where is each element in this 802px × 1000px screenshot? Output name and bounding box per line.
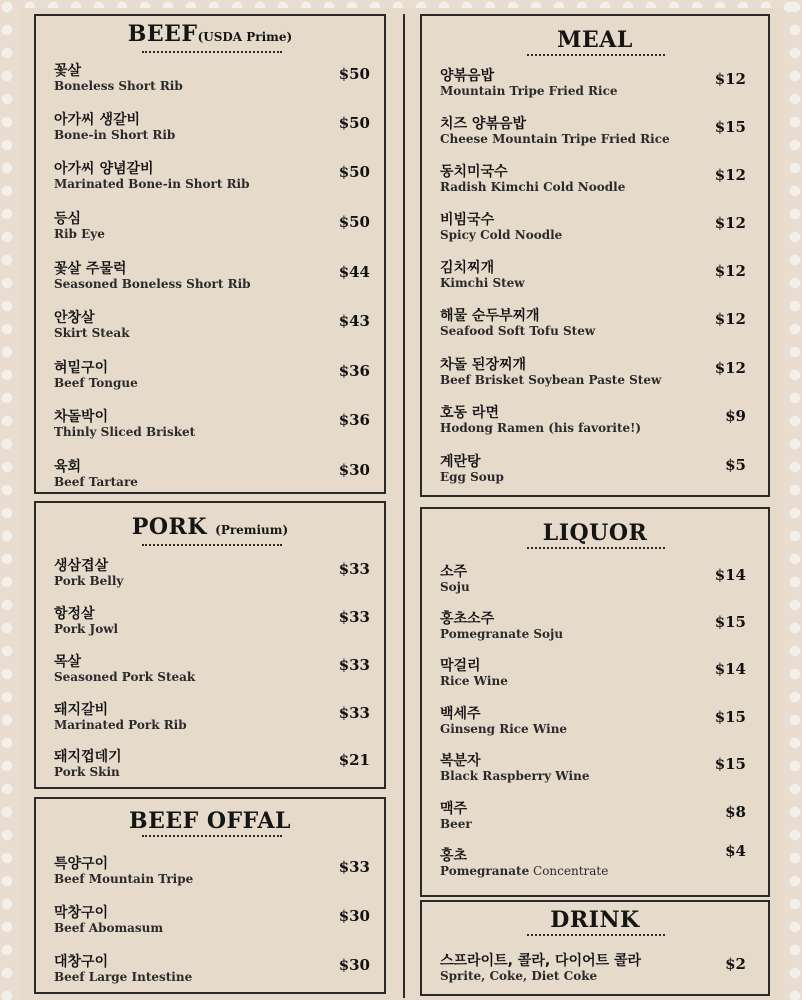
- item-korean-name: 홍초소주: [440, 611, 495, 627]
- menu-item: [54, 261, 370, 291]
- menu-item: [54, 409, 370, 439]
- pork-title: [36, 515, 384, 542]
- menu-item: [54, 606, 370, 636]
- item-price: $15: [714, 118, 746, 136]
- offal-section: [34, 797, 386, 994]
- item-english-name: Beef Brisket Soybean Paste Stew: [440, 373, 662, 387]
- meal-dots: [527, 54, 665, 56]
- menu-item: [440, 801, 746, 831]
- item-english-name-light: Concentrate: [529, 864, 609, 878]
- item-english-name: [440, 864, 746, 878]
- menu-item: [440, 658, 746, 688]
- item-korean-name: 비빔국수: [440, 212, 495, 228]
- drink-section: [420, 900, 770, 996]
- item-korean-name: 홍초: [440, 848, 468, 864]
- item-price: $50: [338, 163, 370, 181]
- item-english-name: Pork Belly: [54, 574, 124, 588]
- item-english-name: Beef Mountain Tripe: [54, 872, 194, 886]
- item-korean-name: 백세주: [440, 706, 481, 722]
- drink-title: [422, 908, 768, 932]
- item-price: $36: [338, 411, 370, 429]
- item-price: $12: [714, 70, 746, 88]
- menu-item: [440, 405, 746, 435]
- item-korean-name: 육회: [54, 459, 82, 475]
- beef-dots: [142, 51, 282, 53]
- item-korean-name: 치즈 양볶음밥: [440, 116, 527, 132]
- item-korean-name: 동치미국수: [440, 164, 508, 180]
- item-price: $30: [338, 461, 370, 479]
- item-price: $33: [338, 608, 370, 626]
- item-price: $2: [725, 955, 746, 973]
- item-english-name: Beef Tartare: [54, 475, 138, 489]
- item-price: $12: [714, 166, 746, 184]
- item-english-name: Rice Wine: [440, 674, 508, 688]
- liquor-dots: [527, 547, 665, 549]
- item-price: $12: [714, 310, 746, 328]
- menu-item: [54, 459, 370, 489]
- item-korean-name: 계란탕: [440, 454, 481, 470]
- item-price: $14: [714, 660, 746, 678]
- item-price: $44: [338, 263, 370, 281]
- menu-item: [54, 654, 370, 684]
- menu-item: [440, 212, 746, 242]
- menu-item: [440, 753, 746, 783]
- menu-item: [440, 454, 746, 484]
- item-korean-name: 돼지껍데기: [54, 749, 122, 765]
- item-english-name: Beef Large Intestine: [54, 970, 193, 984]
- menu-item: [54, 905, 370, 935]
- item-price: $4: [725, 842, 746, 860]
- menu-item: [440, 164, 746, 194]
- item-korean-name: 맥주: [440, 801, 468, 817]
- item-english-name: Thinly Sliced Brisket: [54, 425, 196, 439]
- menu-item: [54, 63, 370, 93]
- item-english-name: Beef Tongue: [54, 376, 138, 390]
- item-price: $14: [714, 566, 746, 584]
- item-korean-name: 막창구이: [54, 905, 109, 921]
- offal-heading: BEEF OFFAL: [128, 808, 292, 834]
- item-english-name: Sprite, Coke, Diet Coke: [440, 969, 598, 983]
- beef-section: [34, 14, 386, 494]
- item-korean-name: 막걸리: [440, 658, 481, 674]
- item-price: $33: [338, 656, 370, 674]
- menu-item: [440, 953, 746, 983]
- menu-item: [54, 211, 370, 241]
- menu-item: [440, 68, 746, 98]
- item-korean-name: 아가씨 생갈비: [54, 112, 141, 128]
- liquor-title: [422, 521, 768, 545]
- menu-item: [440, 842, 746, 878]
- item-english-name: Boneless Short Rib: [54, 79, 183, 93]
- drink-heading: DRINK: [550, 907, 640, 933]
- item-korean-name: 돼지갈비: [54, 702, 109, 718]
- menu-item: [440, 308, 746, 338]
- menu-item: [54, 558, 370, 588]
- item-korean-name: 아가씨 양념갈비: [54, 161, 154, 177]
- menu-item: [54, 112, 370, 142]
- item-english-name: Egg Soup: [440, 470, 504, 484]
- item-english-name: Pork Skin: [54, 765, 120, 779]
- item-english-name: Pomegranate Soju: [440, 627, 564, 641]
- menu-item: [440, 706, 746, 736]
- item-english-name: Radish Kimchi Cold Noodle: [440, 180, 626, 194]
- item-korean-name: 목살: [54, 654, 82, 670]
- item-price: $36: [338, 362, 370, 380]
- meal-section: [420, 14, 770, 497]
- item-english-name: Seasoned Pork Steak: [54, 670, 196, 684]
- pork-subheading: (Premium): [215, 523, 289, 537]
- item-korean-name: 김치찌개: [440, 260, 495, 276]
- item-price: $50: [338, 114, 370, 132]
- beef-subheading: (USDA Prime): [197, 30, 293, 44]
- item-price: $15: [714, 708, 746, 726]
- meal-heading: MEAL: [557, 27, 633, 53]
- item-english-name: Mountain Tripe Fried Rice: [440, 84, 618, 98]
- item-price: $12: [714, 359, 746, 377]
- item-korean-name: 양볶음밥: [440, 68, 495, 84]
- item-price: $50: [338, 213, 370, 231]
- menu-item: [440, 260, 746, 290]
- item-korean-name: 혀밑구이: [54, 360, 109, 376]
- item-english-name: Skirt Steak: [54, 326, 130, 340]
- item-english-name: Soju: [440, 580, 470, 594]
- item-price: $43: [338, 312, 370, 330]
- item-english-name: Seafood Soft Tofu Stew: [440, 324, 596, 338]
- menu-item: [440, 611, 746, 641]
- menu-item: [440, 564, 746, 594]
- item-korean-name: 꽃살 주물럭: [54, 261, 127, 277]
- menu-item: [440, 116, 746, 146]
- liquor-heading: LIQUOR: [542, 520, 648, 546]
- item-english-name-bold: Pomegranate: [440, 864, 530, 878]
- beef-title: [36, 22, 384, 49]
- item-korean-name: 생삼겹살: [54, 558, 109, 574]
- item-english-name: Cheese Mountain Tripe Fried Rice: [440, 132, 670, 146]
- menu-item: [54, 749, 370, 779]
- item-korean-name: 복분자: [440, 753, 481, 769]
- item-korean-name: 등심: [54, 211, 82, 227]
- pork-dots: [142, 544, 282, 546]
- item-korean-name: 스프라이트, 콜라, 다이어트 콜라: [440, 953, 642, 969]
- item-english-name: Seasoned Boneless Short Rib: [54, 277, 251, 291]
- item-english-name: Marinated Bone-in Short Rib: [54, 177, 250, 191]
- item-korean-name: 꽃살: [54, 63, 82, 79]
- item-english-name: Beer: [440, 817, 472, 831]
- item-price: $15: [714, 613, 746, 631]
- item-price: $12: [714, 262, 746, 280]
- item-english-name: Spicy Cold Noodle: [440, 228, 563, 242]
- item-english-name: Rib Eye: [54, 227, 105, 241]
- item-price: $21: [338, 751, 370, 769]
- menu-item: [54, 702, 370, 732]
- item-english-name: Bone-in Short Rib: [54, 128, 176, 142]
- column-divider: [403, 14, 405, 998]
- menu-item: [54, 310, 370, 340]
- item-price: $50: [338, 65, 370, 83]
- liquor-section: [420, 507, 770, 897]
- item-english-name: Ginseng Rice Wine: [440, 722, 568, 736]
- item-korean-name: 호동 라면: [440, 405, 499, 421]
- menu-item: [54, 161, 370, 191]
- offal-dots: [142, 835, 282, 837]
- item-price: $9: [725, 407, 746, 425]
- item-price: $33: [338, 560, 370, 578]
- item-price: $30: [338, 956, 370, 974]
- item-korean-name: 해물 순두부찌개: [440, 308, 540, 324]
- item-korean-name: 항정살: [54, 606, 95, 622]
- item-price: $5: [725, 456, 746, 474]
- item-english-name: Beef Abomasum: [54, 921, 164, 935]
- menu-item: [440, 357, 746, 387]
- item-price: $8: [725, 803, 746, 821]
- item-korean-name: 차돌박이: [54, 409, 109, 425]
- menu-item: [54, 954, 370, 984]
- item-korean-name: 안창살: [54, 310, 95, 326]
- item-price: $15: [714, 755, 746, 773]
- pork-section: [34, 501, 386, 789]
- menu-item: [54, 856, 370, 886]
- beef-heading: BEEF: [127, 21, 198, 47]
- item-korean-name: 차돌 된장찌개: [440, 357, 527, 373]
- item-english-name: Hodong Ramen (his favorite!): [440, 421, 642, 435]
- item-price: $12: [714, 214, 746, 232]
- menu-item: [54, 360, 370, 390]
- item-price: $33: [338, 858, 370, 876]
- item-korean-name: 대창구이: [54, 954, 109, 970]
- item-price: $30: [338, 907, 370, 925]
- item-english-name: Pork Jowl: [54, 622, 119, 636]
- item-english-name: Kimchi Stew: [440, 276, 525, 290]
- item-english-name: Black Raspberry Wine: [440, 769, 590, 783]
- item-price: $33: [338, 704, 370, 722]
- item-english-name: Marinated Pork Rib: [54, 718, 187, 732]
- item-korean-name: 특양구이: [54, 856, 109, 872]
- meal-title: [422, 28, 768, 52]
- offal-title: [36, 809, 384, 833]
- drink-dots: [527, 934, 665, 936]
- pork-heading: PORK: [131, 514, 207, 540]
- item-korean-name: 소주: [440, 564, 468, 580]
